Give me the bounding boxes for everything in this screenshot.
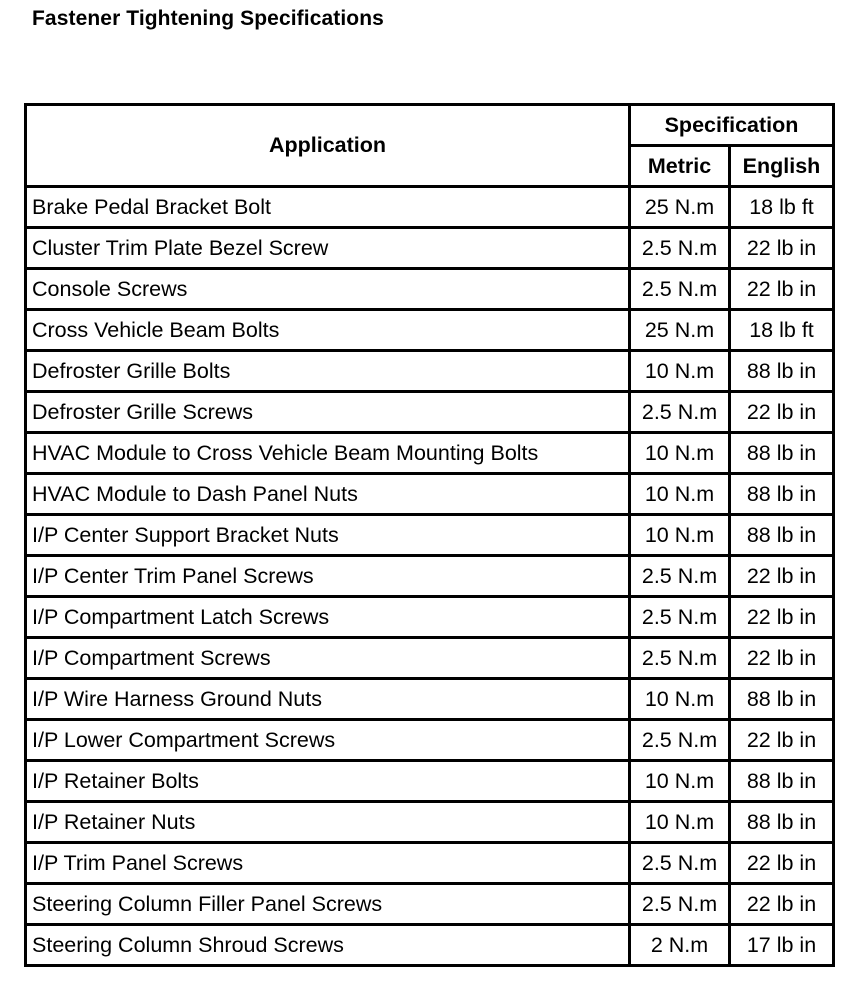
english-header: English xyxy=(730,146,834,187)
english-cell: 22 lb in xyxy=(730,843,834,884)
english-cell: 88 lb in xyxy=(730,802,834,843)
metric-cell: 10 N.m xyxy=(630,761,730,802)
table-row xyxy=(26,843,834,884)
application-cell: I/P Compartment Latch Screws xyxy=(26,597,630,638)
application-cell: Defroster Grille Screws xyxy=(26,392,630,433)
application-cell: I/P Center Trim Panel Screws xyxy=(26,556,630,597)
table-row xyxy=(26,556,834,597)
fastener-spec-table xyxy=(24,103,835,967)
metric-cell: 2 N.m xyxy=(630,925,730,966)
metric-cell: 25 N.m xyxy=(630,187,730,228)
application-cell: I/P Compartment Screws xyxy=(26,638,630,679)
metric-cell: 10 N.m xyxy=(630,679,730,720)
table-row xyxy=(26,679,834,720)
application-header: Application xyxy=(26,105,630,187)
english-cell: 88 lb in xyxy=(730,679,834,720)
metric-cell: 2.5 N.m xyxy=(630,269,730,310)
table-row xyxy=(26,720,834,761)
table-row xyxy=(26,597,834,638)
metric-cell: 10 N.m xyxy=(630,802,730,843)
english-cell: 88 lb in xyxy=(730,433,834,474)
metric-cell: 2.5 N.m xyxy=(630,556,730,597)
table-row xyxy=(26,802,834,843)
table-row xyxy=(26,515,834,556)
application-cell: Console Screws xyxy=(26,269,630,310)
english-cell: 22 lb in xyxy=(730,228,834,269)
metric-cell: 2.5 N.m xyxy=(630,843,730,884)
application-cell: Steering Column Filler Panel Screws xyxy=(26,884,630,925)
table-row xyxy=(26,392,834,433)
application-cell: Brake Pedal Bracket Bolt xyxy=(26,187,630,228)
table-row xyxy=(26,228,834,269)
metric-cell: 10 N.m xyxy=(630,351,730,392)
table-row xyxy=(26,351,834,392)
application-cell: Cross Vehicle Beam Bolts xyxy=(26,310,630,351)
english-cell: 17 lb in xyxy=(730,925,834,966)
english-cell: 22 lb in xyxy=(730,720,834,761)
english-cell: 22 lb in xyxy=(730,269,834,310)
table-row xyxy=(26,761,834,802)
metric-cell: 25 N.m xyxy=(630,310,730,351)
english-cell: 22 lb in xyxy=(730,638,834,679)
application-cell: I/P Retainer Nuts xyxy=(26,802,630,843)
english-cell: 88 lb in xyxy=(730,761,834,802)
metric-cell: 10 N.m xyxy=(630,515,730,556)
english-cell: 22 lb in xyxy=(730,556,834,597)
application-cell: Steering Column Shroud Screws xyxy=(26,925,630,966)
metric-cell: 10 N.m xyxy=(630,433,730,474)
english-cell: 22 lb in xyxy=(730,597,834,638)
specification-header: Specification xyxy=(630,105,834,146)
application-cell: HVAC Module to Dash Panel Nuts xyxy=(26,474,630,515)
metric-cell: 10 N.m xyxy=(630,474,730,515)
application-cell: Cluster Trim Plate Bezel Screw xyxy=(26,228,630,269)
page-title: Fastener Tightening Specifications xyxy=(32,7,384,30)
english-cell: 88 lb in xyxy=(730,515,834,556)
english-cell: 88 lb in xyxy=(730,351,834,392)
table-row xyxy=(26,638,834,679)
english-cell: 22 lb in xyxy=(730,392,834,433)
metric-cell: 2.5 N.m xyxy=(630,884,730,925)
table-row xyxy=(26,310,834,351)
metric-cell: 2.5 N.m xyxy=(630,720,730,761)
metric-cell: 2.5 N.m xyxy=(630,597,730,638)
application-cell: I/P Trim Panel Screws xyxy=(26,843,630,884)
english-cell: 22 lb in xyxy=(730,884,834,925)
table-row xyxy=(26,433,834,474)
application-cell: I/P Center Support Bracket Nuts xyxy=(26,515,630,556)
table-row xyxy=(26,884,834,925)
table-row xyxy=(26,925,834,966)
metric-cell: 2.5 N.m xyxy=(630,392,730,433)
application-cell: I/P Retainer Bolts xyxy=(26,761,630,802)
table-body xyxy=(26,187,834,966)
table-row xyxy=(26,187,834,228)
english-cell: 88 lb in xyxy=(730,474,834,515)
application-cell: I/P Lower Compartment Screws xyxy=(26,720,630,761)
application-cell: I/P Wire Harness Ground Nuts xyxy=(26,679,630,720)
english-cell: 18 lb ft xyxy=(730,310,834,351)
metric-header: Metric xyxy=(630,146,730,187)
metric-cell: 2.5 N.m xyxy=(630,638,730,679)
english-cell: 18 lb ft xyxy=(730,187,834,228)
metric-cell: 2.5 N.m xyxy=(630,228,730,269)
application-cell: Defroster Grille Bolts xyxy=(26,351,630,392)
table-row xyxy=(26,269,834,310)
table-row xyxy=(26,474,834,515)
application-cell: HVAC Module to Cross Vehicle Beam Mounting Bolts xyxy=(26,433,630,474)
